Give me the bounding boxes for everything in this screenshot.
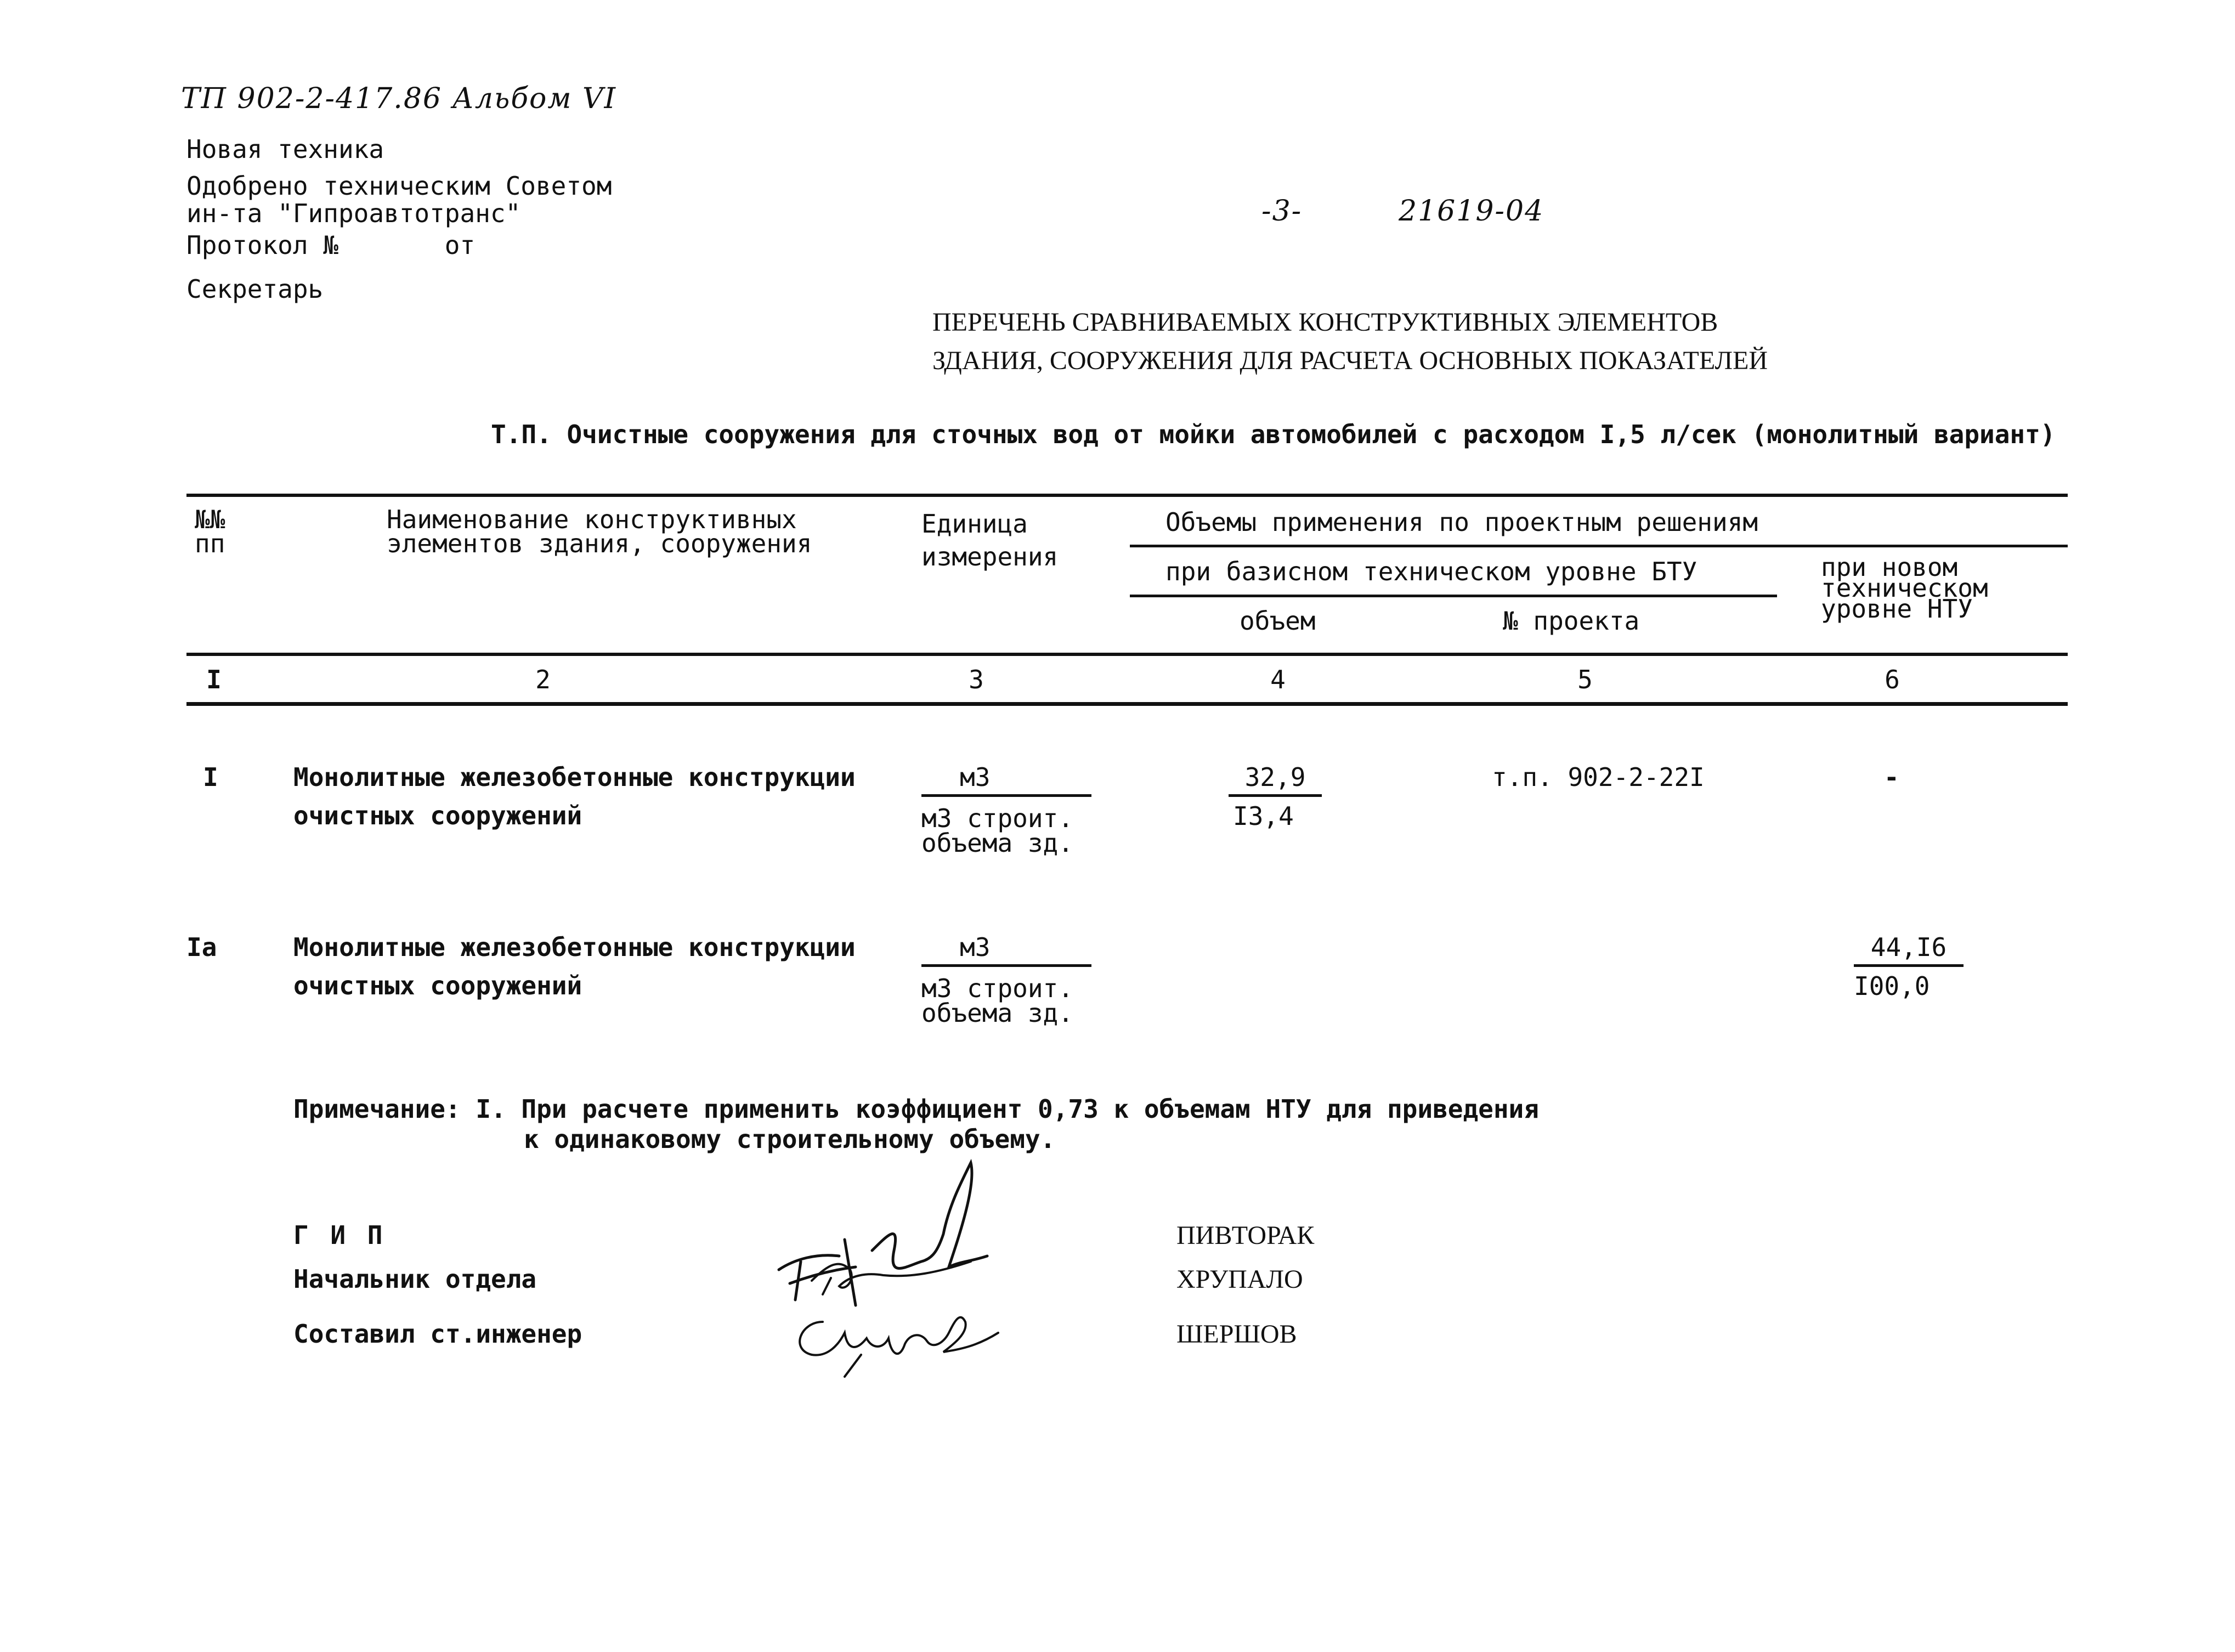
title-line-1: ПЕРЕЧЕНЬ СРАВНИВАЕМЫХ КОНСТРУКТИВНЫХ ЭЛЕМЕНТОВ [932, 308, 1718, 337]
approval-line-protocol: Протокол № от [186, 230, 476, 260]
table-subtitle: Т.П. Очистные сооружения для сточных вод от мойки автомобилей с расходом I,5 л/сек (монолитный вариант) [491, 420, 2056, 449]
signature-name-engineer: ШЕРШОВ [1176, 1320, 1297, 1349]
handwritten-signature-engineer [779, 1300, 1009, 1382]
row-number: I [203, 762, 218, 792]
header-base-level: при базисном техническом уровне БТУ [1165, 557, 1698, 586]
new-level-denominator: I00,0 [1854, 971, 1930, 1001]
header-name: Наименование конструктивных элементов здания, сооружения [387, 505, 812, 558]
row-unit-fraction [921, 932, 1091, 967]
row-new-level-value: - [1884, 762, 1899, 792]
row-name-line-2: очистных сооружений [293, 801, 582, 830]
col-number-4: 4 [1270, 665, 1286, 694]
col-number-6: 6 [1885, 665, 1900, 694]
album-reference: ТП 902-2-417.86 Альбом VI [181, 82, 617, 115]
row-volume-fraction [1229, 762, 1322, 831]
header-volumes: Объемы применения по проектным решениям [1165, 507, 1758, 537]
document-code: 21619-04 [1399, 195, 1544, 228]
approval-line-council: Одобрено техническим Советом [186, 171, 612, 201]
table-top-rule [186, 494, 2068, 497]
approval-line-new-tech: Новая техника [186, 134, 384, 164]
row-name-line-1: Монолитные железобетонные конструкции [293, 762, 856, 792]
title-line-2: ЗДАНИЯ, СООРУЖЕНИЯ ДЛЯ РАСЧЕТА ОСНОВНЫХ ПОКАЗАТЕЛЕЙ [932, 346, 1768, 375]
unit-denominator-line-2: объема зд. [921, 998, 1073, 1028]
col-numbers-bottom-rule [186, 702, 2068, 706]
row-project-number: т.п. 902-2-22I [1492, 762, 1705, 792]
approval-line-secretary: Секретарь [186, 274, 324, 304]
col-number-5: 5 [1577, 665, 1593, 694]
row-unit-fraction [921, 762, 1091, 797]
new-level-numerator: 44,I6 [1854, 932, 1964, 967]
row-new-level-fraction [1854, 932, 1964, 1001]
row-name-line-2: очистных сооружений [293, 971, 582, 1000]
page-number: -3- [1261, 195, 1303, 228]
signature-name-gip: ПИВТОРАК [1176, 1221, 1315, 1250]
unit-numerator: м3 [921, 762, 1091, 797]
header-num: №№ пп [195, 505, 225, 558]
approval-line-institute: ин-та "Гипроавтотранс" [186, 199, 521, 228]
handwritten-signature-head [790, 1242, 998, 1308]
unit-denominator-line-1: м3 строит. [921, 804, 1073, 833]
header-bottom-rule [186, 653, 2068, 656]
signature-role-engineer: Составил ст.инженер [293, 1319, 582, 1349]
header-volume: объем [1240, 606, 1316, 636]
header-unit: Единица измерения [921, 509, 1059, 572]
col-number-2: 2 [535, 665, 551, 694]
signature-name-head: ХРУПАЛО [1176, 1265, 1303, 1294]
unit-numerator: м3 [921, 932, 1091, 967]
note-line-2: к одинаковому строительному объему. [524, 1124, 1056, 1154]
base-level-sub-rule [1130, 595, 1777, 597]
volumes-sub-rule [1130, 545, 2068, 547]
note-line-1: Примечание: I. При расчете применить коэффициент 0,73 к объемам НТУ для приведения [293, 1094, 1539, 1124]
signature-role-gip: Г И П [293, 1220, 386, 1250]
unit-denominator-line-1: м3 строит. [921, 974, 1073, 1003]
volume-numerator: 32,9 [1229, 762, 1322, 797]
col-number-3: 3 [969, 665, 984, 694]
row-name-line-1: Монолитные железобетонные конструкции [293, 932, 856, 962]
row-number: Iа [186, 932, 217, 962]
unit-denominator-line-2: объема зд. [921, 828, 1073, 858]
signature-role-head: Начальник отдела [293, 1264, 537, 1294]
volume-denominator: I3,4 [1233, 801, 1294, 831]
col-number-1: I [206, 665, 222, 694]
header-new-level: при новом техническом уровне НТУ [1821, 552, 1988, 624]
header-project-no: № проекта [1503, 606, 1640, 636]
